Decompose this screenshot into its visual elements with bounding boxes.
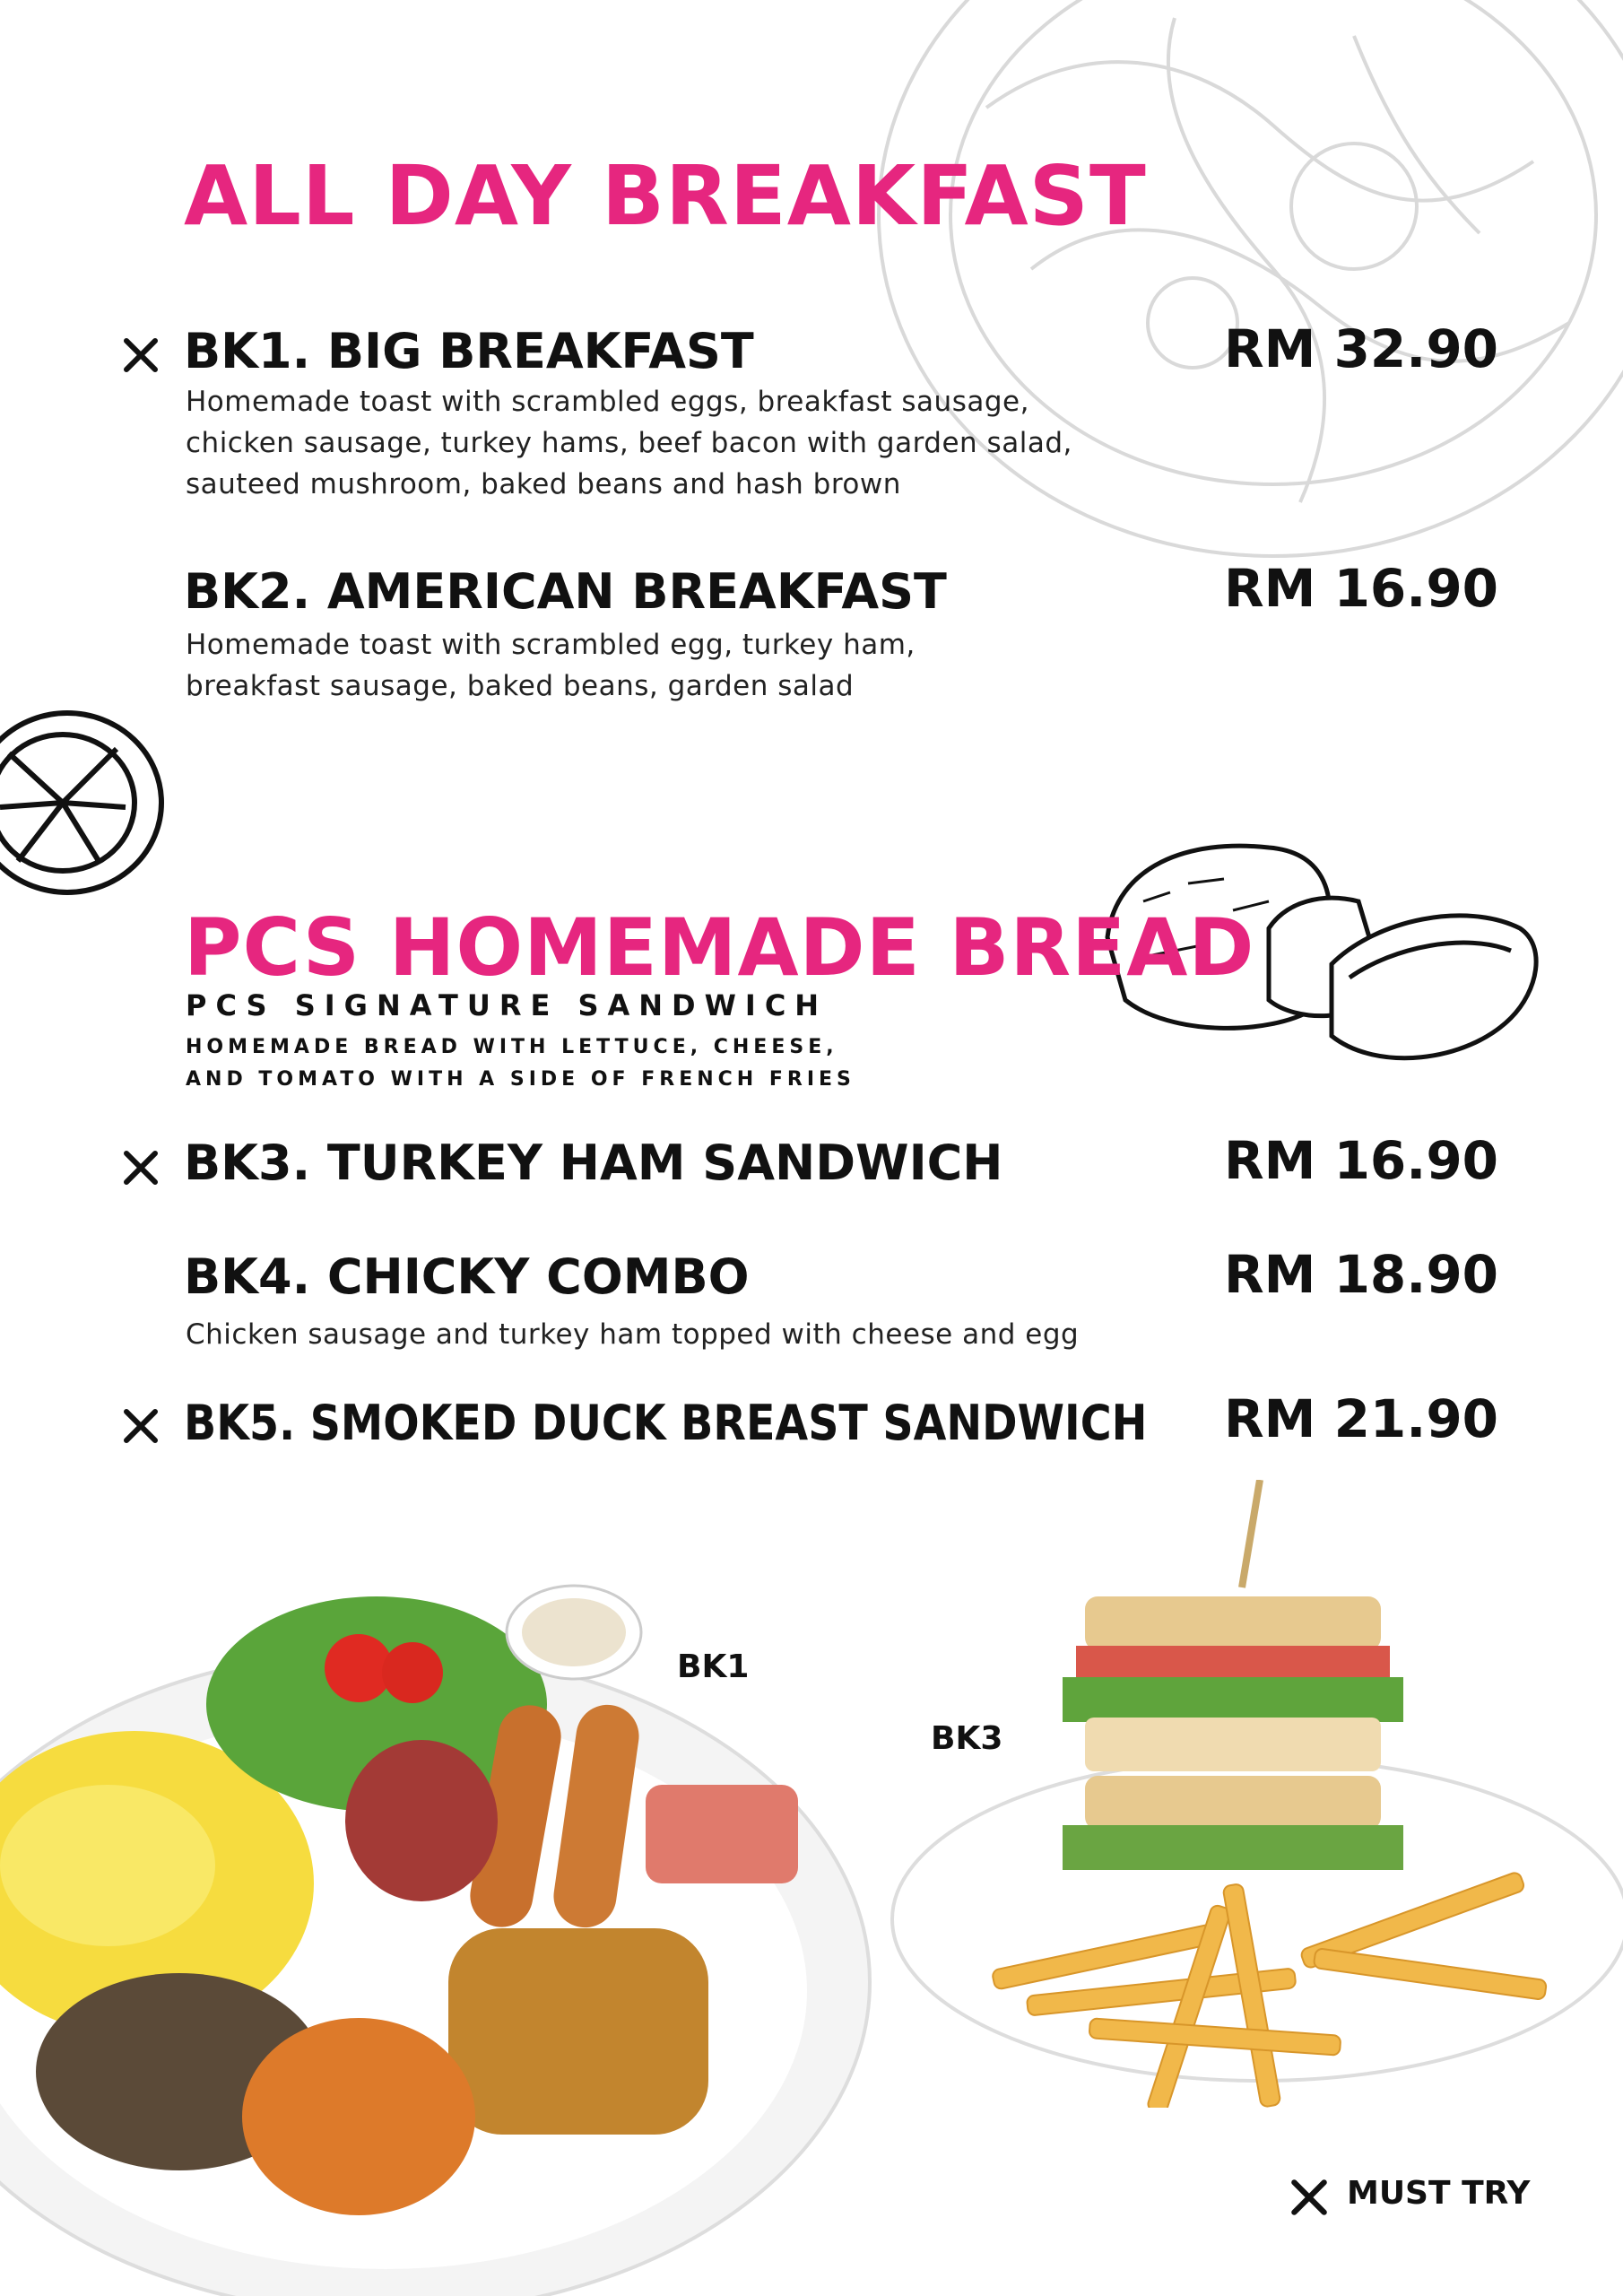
description-line: breakfast sausage, baked beans, garden salad [186,670,855,702]
description-line: HOMEMADE BREAD WITH LETTUCE, CHEESE, [186,1036,838,1058]
photo-label-bk1: BK1 [677,1648,750,1685]
must-try-legend-label: MUST TRY [1347,2175,1531,2212]
big-breakfast-photo [0,1525,879,2296]
menu-item-name: BK4. CHICKY COMBO [184,1248,750,1305]
description-line: Homemade toast with scrambled egg, turkey ham, [186,629,916,661]
turkey-ham-sandwich-photo [883,1480,1623,2108]
menu-item-description [186,1314,1079,1355]
menu-item-name: BK3. TURKEY HAM SANDWICH [184,1135,1003,1191]
fork-knife-icon [119,1405,162,1448]
menu-item-price: RM 21.90 [1224,1388,1499,1449]
menu-item-price: RM 32.90 [1224,318,1499,379]
photo-label-bk3: BK3 [931,1720,1003,1757]
description-line: Homemade toast with scrambled eggs, breakfast sausage, [186,386,1029,418]
menu-item-name: BK5. SMOKED DUCK BREAST SANDWICH [184,1395,1148,1451]
section-description [186,1031,855,1096]
menu-item-description [186,381,1072,505]
section-subtitle: PCS SIGNATURE SANDWICH [186,988,829,1022]
fork-knife-icon [119,334,162,377]
fork-knife-icon [1287,2175,1332,2220]
menu-item-price: RM 18.90 [1224,1244,1499,1305]
description-line: chicken sausage, turkey hams, beef bacon with garden salad, [186,427,1072,459]
fork-knife-icon [119,1146,162,1189]
menu-item-name: BK2. AMERICAN BREAKFAST [184,563,947,620]
section-title-breakfast: ALL DAY BREAKFAST [184,148,1147,244]
description-line: Chicken sausage and turkey ham topped with cheese and egg [186,1318,1080,1351]
section-title-bread: PCS HOMEMADE BREAD [184,901,1255,994]
lemon-slice-illustration [0,700,170,906]
menu-item-price: RM 16.90 [1224,558,1499,619]
background-plate-illustration [852,0,1623,628]
menu-item-price: RM 16.90 [1224,1130,1499,1191]
menu-item-name: BK1. BIG BREAKFAST [184,323,754,379]
menu-item-description [186,624,916,707]
description-line: AND TOMATO WITH A SIDE OF FRENCH FRIES [186,1068,855,1091]
description-line: sauteed mushroom, baked beans and hash brown [186,468,901,500]
